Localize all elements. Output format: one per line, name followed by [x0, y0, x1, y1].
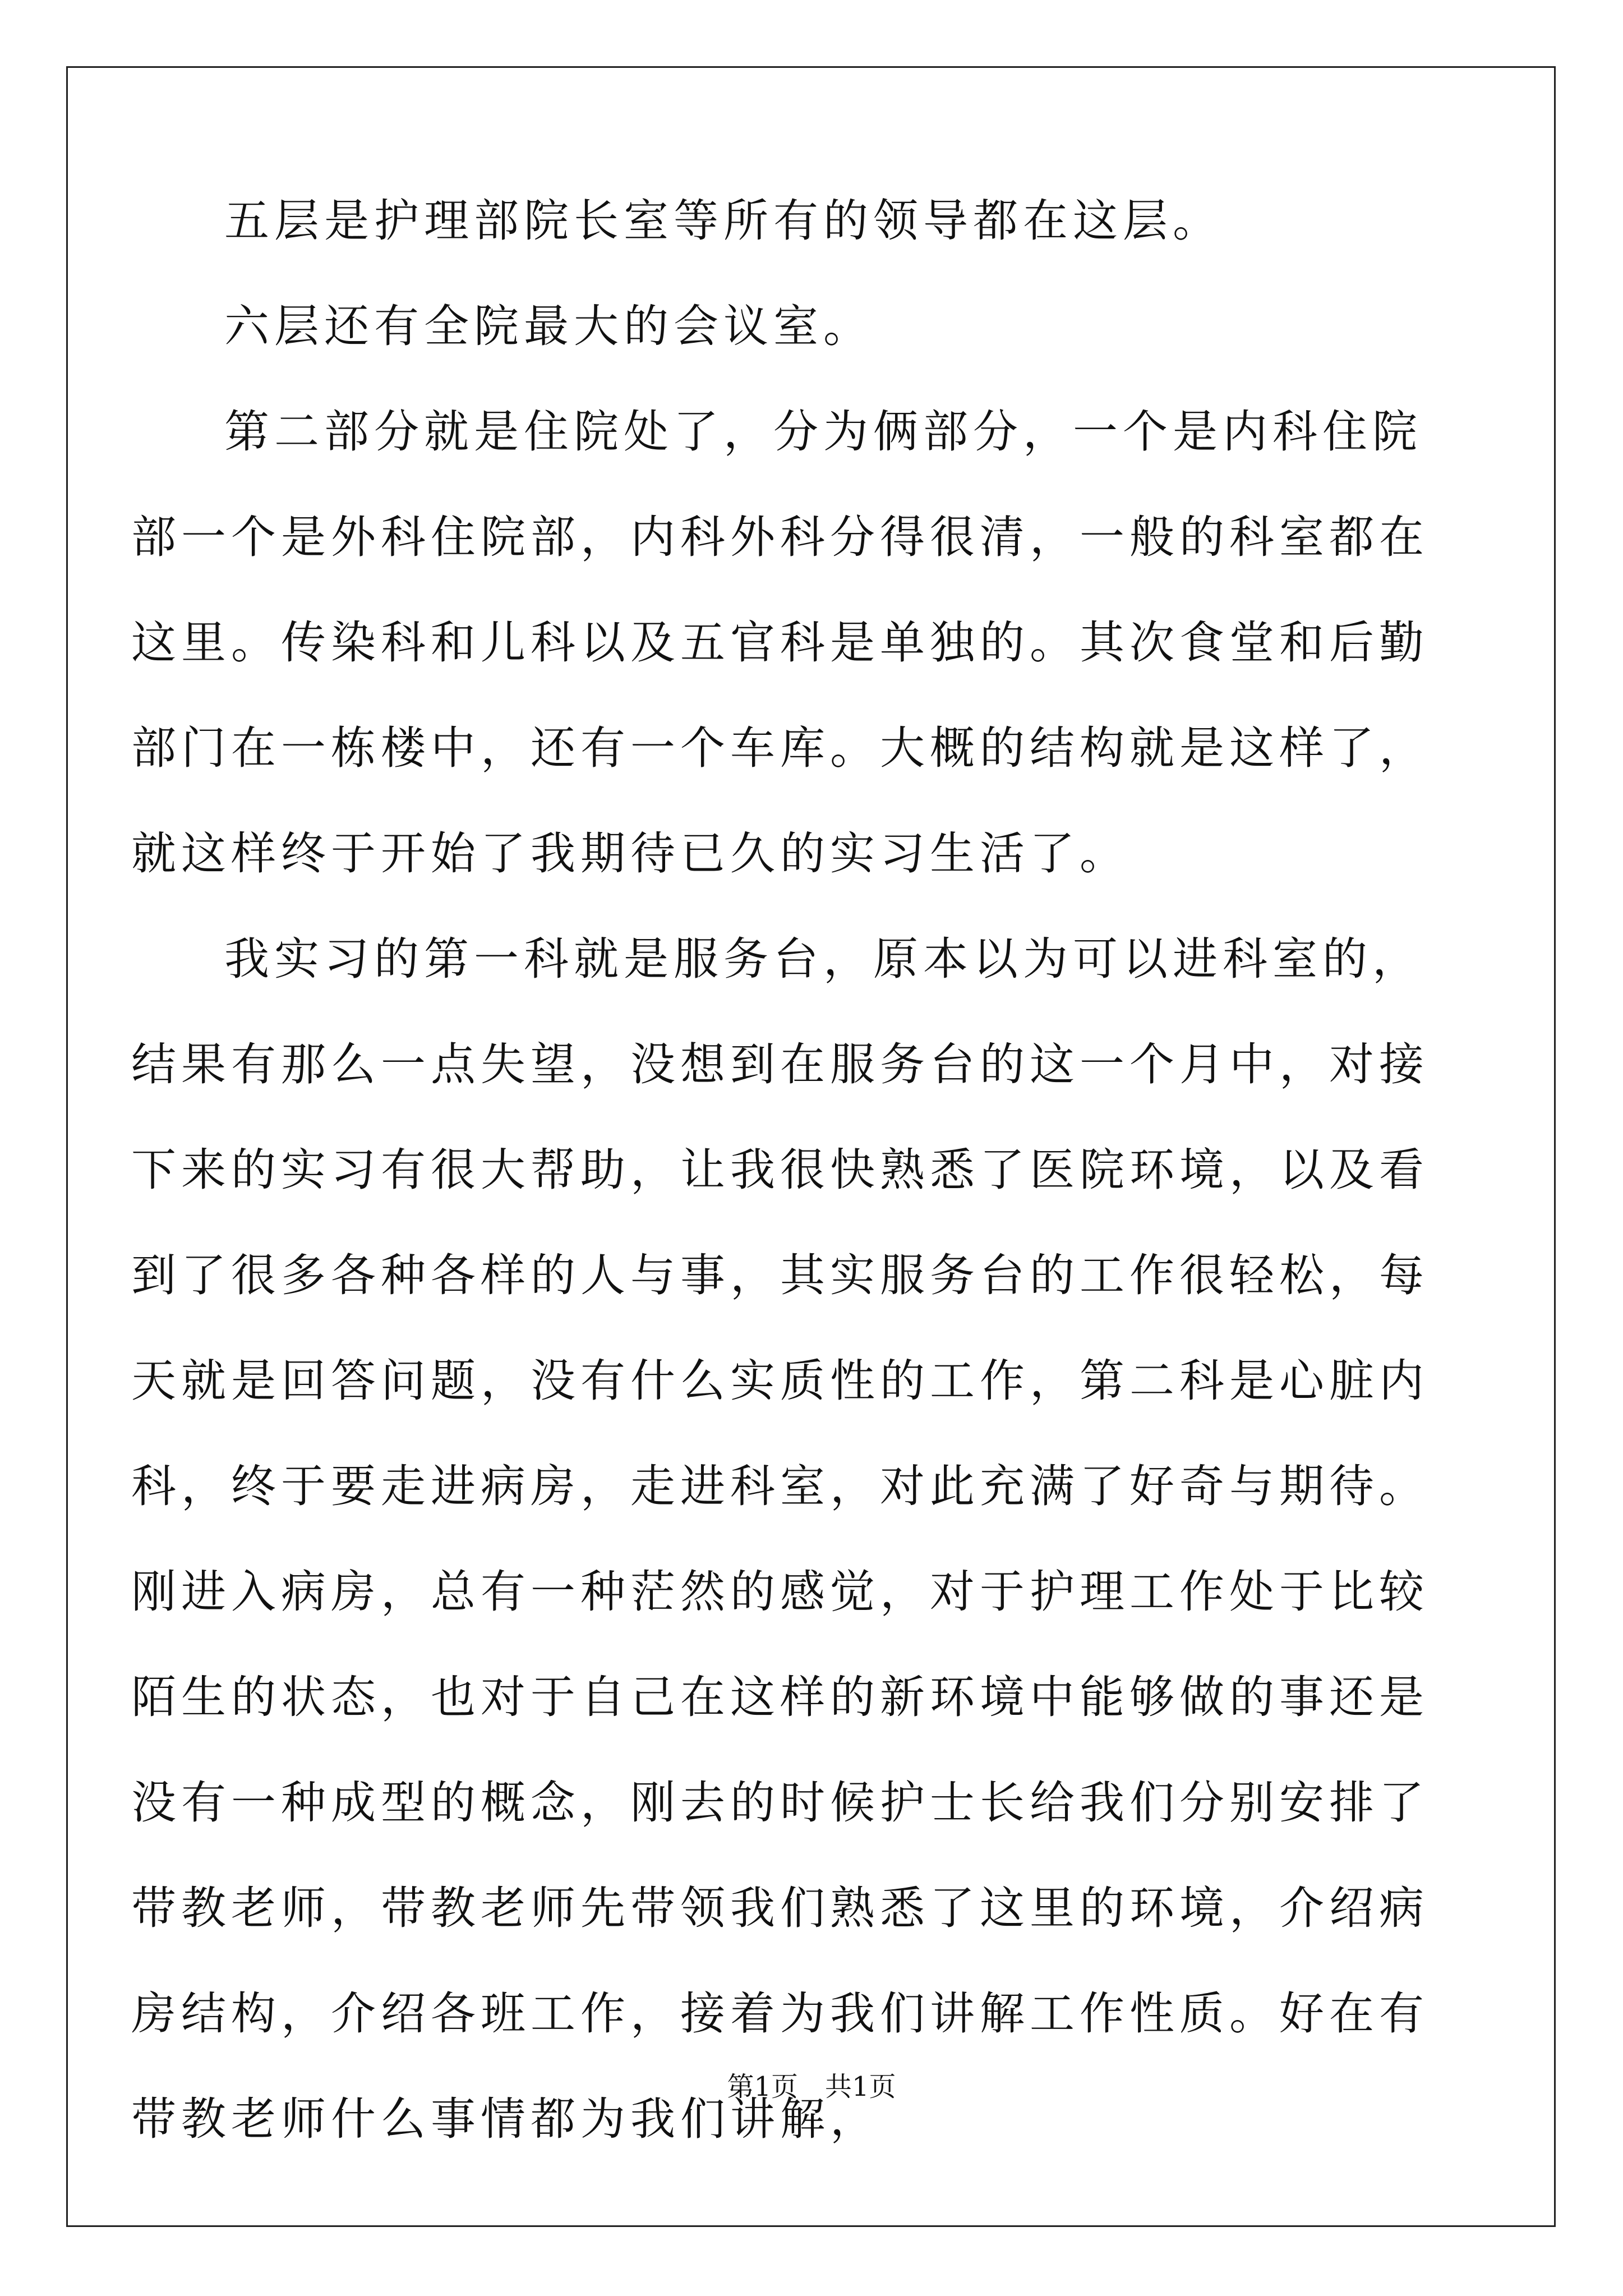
paragraph-4: 我实习的第一科就是服务台，原本以为可以进科室的，结果有那么一点失望，没想到在服务台的这一个月中，对接下来的实习有很大帮助，让我很快熟悉了医院环境，以及看到了很多各种各样的人与事，其实服务台的工作很轻松，每天就是回答问题，没有什么实质性的工作，第二科是心脏内科，终于要走进病房，走进科室，对此充满了好奇与期待。刚进入病房，总有一种茫然的感觉，对于护理工作处于比较陌生的状态，也对于自己在这样的新环境中能够做的事还是没有一种成型的概念，刚去的时候护士长给我们分别安排了带教老师，带教老师先带领我们熟悉了这里的环境，介绍病房结构，介绍各班工作，接着为我们讲解工作性质。好在有带教老师什么事情都为我们讲解， [131, 933, 1429, 2145]
page-footer: 第1页 共1页 [727, 2071, 896, 2102]
paragraph-2: 六层还有全院最大的会议室。 [224, 300, 873, 352]
document-body [131, 168, 1438, 2172]
paragraph-3: 第二部分就是住院处了，分为俩部分，一个是内科住院部一个是外科住院部，内科外科分得很清，一般的科室都在这里。传染科和儿科以及五官科是单独的。其次食堂和后勤部门在一栋楼中，还有一个车库。大概的结构就是这样了，就这样终于开始了我期待已久的实习生活了。 [131, 406, 1429, 880]
paragraph-1: 五层是护理部院长室等所有的领导都在这层。 [224, 195, 1223, 247]
